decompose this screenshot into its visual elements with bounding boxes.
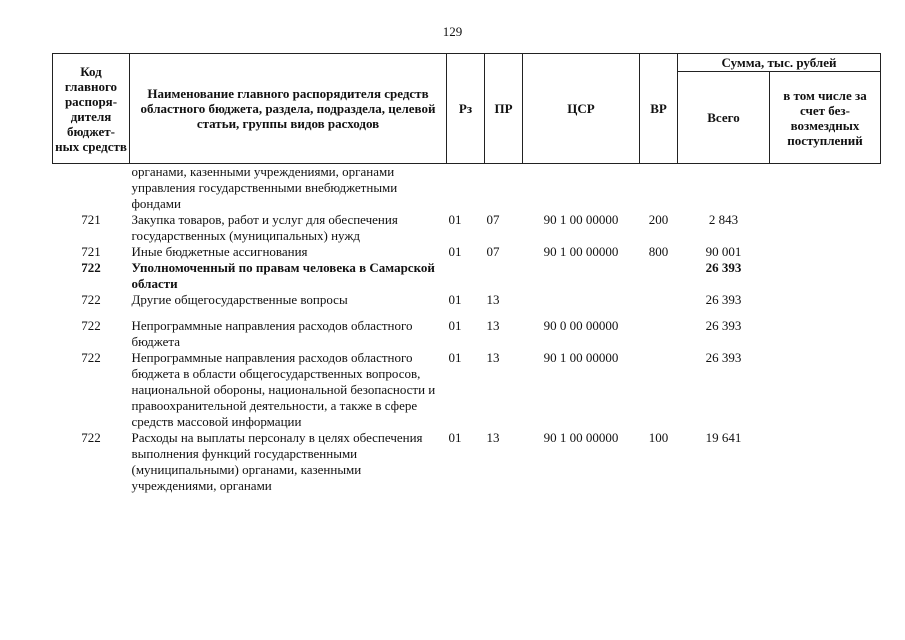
cell-rz: 01 [448,212,462,227]
header-name: Наименование главного распорядителя средств областного бюджета, раздела, подраздела, целевой статьи, группы видов расходов [130,54,447,164]
cell-total: 2 843 [708,212,739,227]
cell-total: 26 393 [705,318,742,333]
cell-including [770,164,881,213]
cell-name: Расходы на выплаты персоналу в целях обеспечения выполнения функций государственными (муниципальными) органами, казенными учреждениями, органами [131,430,423,493]
header-including: в том числе за счет без-возмездных поступлений [770,72,881,164]
cell-name: Иные бюджетные ассигнования [131,244,308,259]
cell-rz: 01 [448,244,462,259]
table-body [53,164,881,495]
cell-vr [640,318,678,350]
header-sum: Сумма, тыс. рублей [678,54,881,72]
cell-vr: 100 [648,430,669,445]
cell-csr: 90 1 00 00000 [543,212,619,227]
cell-total: 90 001 [705,244,742,259]
header-csr: ЦСР [523,54,640,164]
cell-name: Непрограммные направления расходов областного бюджета [131,318,413,349]
table-row [53,244,881,260]
header-pr: ПР [485,54,523,164]
page-number: 129 [442,24,463,39]
table-row [53,164,881,213]
header-vr: ВР [640,54,678,164]
cell-pr: 13 [486,430,500,445]
cell-code: 722 [81,350,101,365]
table-row [53,430,881,494]
cell-csr: 90 1 00 00000 [543,430,619,445]
cell-vr [640,292,678,318]
cell-including [770,292,881,318]
cell-csr [523,292,640,318]
cell-including [770,244,881,260]
cell-vr [640,260,678,292]
cell-pr: 07 [486,244,500,259]
header-code: Код главного распоря-дителя бюджет-ных средств [53,54,130,164]
cell-vr [640,164,678,213]
cell-pr [485,260,523,292]
cell-code: 722 [81,292,101,307]
header-rz: Рз [447,54,485,164]
cell-code: 722 [81,260,101,275]
cell-including [770,430,881,494]
cell-name: Уполномоченный по правам человека в Самарской области [131,260,435,291]
cell-rz [447,164,485,213]
cell-total: 26 393 [705,260,742,275]
table-row [53,260,881,292]
cell-csr: 90 0 00 00000 [543,318,619,333]
cell-rz: 01 [448,292,462,307]
cell-code: 721 [81,244,101,259]
cell-name: Непрограммные направления расходов областного бюджета в области общегосударственных вопросов, национальной обороны, национальной безопасности и правоохранительной деятельности, а также в сфере средств массовой информации [131,350,436,429]
cell-code: 721 [81,212,101,227]
cell-name: органами, казенными учреждениями, органами управления государственными внебюджетными фондами [131,164,398,211]
cell-csr: 90 1 00 00000 [543,244,619,259]
cell-vr: 200 [648,212,669,227]
cell-csr [523,260,640,292]
cell-total: 26 393 [705,292,742,307]
cell-rz: 01 [448,350,462,365]
cell-rz: 01 [448,318,462,333]
cell-vr [640,350,678,430]
table-row [53,318,881,350]
cell-including [770,260,881,292]
table-row [53,292,881,318]
cell-name: Другие общегосударственные вопросы [131,292,348,307]
cell-code: 722 [81,430,101,445]
cell-including [770,318,881,350]
header-total: Всего [678,72,770,164]
cell-including [770,212,881,244]
cell-pr: 13 [486,318,500,333]
cell-csr: 90 1 00 00000 [543,350,619,365]
table-row [53,212,881,244]
cell-code [53,164,130,213]
cell-code: 722 [81,318,101,333]
cell-rz [447,260,485,292]
cell-pr [485,164,523,213]
cell-csr [523,164,640,213]
cell-pr: 07 [486,212,500,227]
cell-pr: 13 [486,292,500,307]
budget-table [52,53,881,494]
cell-name: Закупка товаров, работ и услуг для обеспечения государственных (муниципальных) нужд [131,212,398,243]
cell-rz: 01 [448,430,462,445]
cell-total [678,164,770,213]
cell-pr: 13 [486,350,500,365]
cell-vr: 800 [648,244,669,259]
cell-total: 26 393 [705,350,742,365]
cell-total: 19 641 [705,430,742,445]
cell-including [770,350,881,430]
table-row [53,350,881,430]
table-header [53,54,881,164]
